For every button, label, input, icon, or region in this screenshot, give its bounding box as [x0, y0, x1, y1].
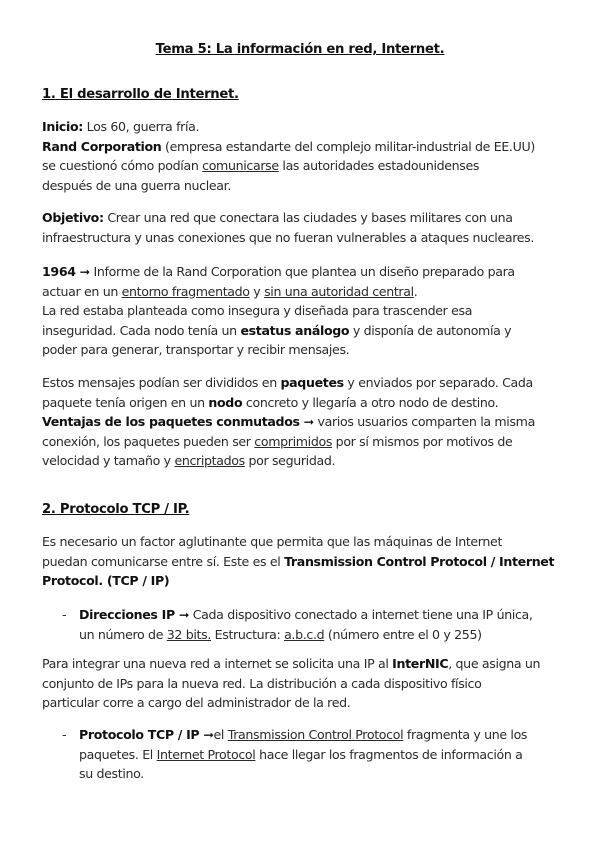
objetivo-text: infraestructura y unas conexiones que no fueran vulnerables a ataques nucleares. [42, 229, 535, 245]
direcciones-text: Estructura: [211, 626, 285, 642]
bits-underlined: 32 bits. [166, 626, 211, 642]
rand-text: se cuestionó cómo podían [42, 158, 203, 174]
mensajes-text: concreto y llegaría a otro nodo de destino. [242, 394, 499, 410]
bullet-dash: - [62, 607, 67, 622]
rand-text: después de una guerra nuclear. [42, 177, 231, 193]
year-1964-text: poder para generar, transportar y recibir mensajes. [42, 342, 350, 358]
rand-underlined: comunicarse [202, 158, 279, 174]
internic-text: conjunto de IPs para la nueva red. La distribución a cada dispositivo físico [42, 675, 482, 691]
section-2-heading: 2. Protocolo TCP / IP. [42, 502, 190, 517]
paragraph-1964 [42, 262, 567, 360]
structure-underlined: a.b.c.d [284, 626, 325, 642]
bullet-dash: - [62, 727, 67, 742]
autoridad-underlined: sin una autoridad central [264, 283, 414, 299]
estatus-bold: estatus análogo [240, 322, 350, 338]
protocolo-text: su destino. [79, 766, 144, 782]
protocolo-text: el [213, 727, 228, 742]
tcp-underlined: Transmission Control Protocol [227, 727, 404, 742]
direcciones-label: Direcciones IP ➞ [79, 607, 190, 622]
direcciones-text: Cada dispositivo conectado a internet tiene una IP única, [189, 607, 533, 622]
year-1964-text: inseguridad. Cada nodo tenía un [42, 322, 241, 338]
year-1964-text: . [413, 283, 418, 299]
mensajes-text: y enviados por separado. Cada [343, 375, 533, 390]
rand-text: (empresa estandarte del complejo militar-industrial de EE.UU) [161, 138, 535, 154]
rand-label: Rand Corporation [42, 138, 162, 154]
comprimidos-underlined: comprimidos [254, 433, 333, 449]
ip-underlined: Internet Protocol [156, 746, 256, 762]
year-1964-text: y [249, 283, 265, 299]
protocolo-label: Protocolo TCP / IP ➞ [79, 727, 214, 742]
protocolo-text: fragmenta y une los [403, 727, 528, 742]
direcciones-text: (número entre el 0 y 255) [324, 626, 482, 642]
year-1964-text: La red estaba planteada como insegura y diseñada para trascender esa [42, 303, 473, 319]
protocolo-text: paquetes. El [79, 746, 157, 762]
internic-bold: InterNIC [392, 656, 449, 671]
ventajas-bold: Ventajas de los paquetes conmutados ➞ [42, 414, 314, 430]
paragraph-mensajes [42, 373, 567, 471]
nodo-bold: nodo [208, 394, 243, 410]
paragraph-objetivo [42, 208, 567, 247]
tcp-intro-text: Es necesario un factor aglutinante que permita que las máquinas de Internet [42, 534, 503, 549]
mensajes-text: velocidad y tamaño y [42, 453, 175, 469]
rand-text: las autoridades estadounidenses [278, 158, 480, 174]
tcp-intro-text: puedan comunicarse entre sí. Este es el [42, 553, 285, 569]
entorno-underlined: entorno fragmentado [121, 283, 250, 299]
mensajes-text: Estos mensajes podían ser divididos en [42, 375, 281, 390]
document-title: Tema 5: La información en red, Internet. [155, 42, 445, 57]
paragraph-internic [42, 654, 567, 713]
objetivo-text: Crear una red que conectara las ciudades y bases militares con una [103, 210, 513, 225]
internic-text: particular corre a cargo del administrador de la red. [42, 695, 351, 711]
internic-text: Para integrar una nueva red a internet se solicita una IP al [42, 656, 393, 671]
year-1964-text: Informe de la Rand Corporation que plantea un diseño preparado para [89, 264, 515, 279]
year-1964-text: y disponía de autonomía y [349, 322, 512, 338]
paragraph-tcp-intro [42, 532, 567, 591]
section-1-heading: 1. El desarrollo de Internet. [42, 87, 239, 102]
mensajes-text: paquete tenía origen en un [42, 394, 209, 410]
bullet-protocolo-tcp-ip [79, 725, 579, 784]
internic-text: , que asigna un [448, 656, 541, 671]
year-1964-text: actuar en un [42, 283, 122, 299]
year-1964-label: 1964 ➞ [42, 264, 90, 279]
mensajes-text: por seguridad. [244, 453, 336, 469]
tcp-name-bold: Transmission Control Protocol / Internet [284, 553, 555, 569]
tcp-name-bold: Protocol. (TCP / IP) [42, 573, 170, 589]
inicio-text: Los 60, guerra fría. [83, 119, 200, 134]
paquetes-bold: paquetes [280, 375, 344, 390]
paragraph-inicio [42, 117, 567, 195]
encriptados-underlined: encriptados [174, 453, 245, 469]
mensajes-text: varios usuarios comparten la misma [313, 414, 535, 430]
inicio-label: Inicio: [42, 119, 83, 134]
mensajes-text: por sí mismos por motivos de [332, 433, 513, 449]
direcciones-text: un número de [79, 626, 167, 642]
objetivo-label: Objetivo: [42, 210, 104, 225]
bullet-direcciones-ip [79, 605, 579, 644]
mensajes-text: conexión, los paquetes pueden ser [42, 433, 255, 449]
protocolo-text: hace llegar los fragmentos de información a [255, 746, 523, 762]
